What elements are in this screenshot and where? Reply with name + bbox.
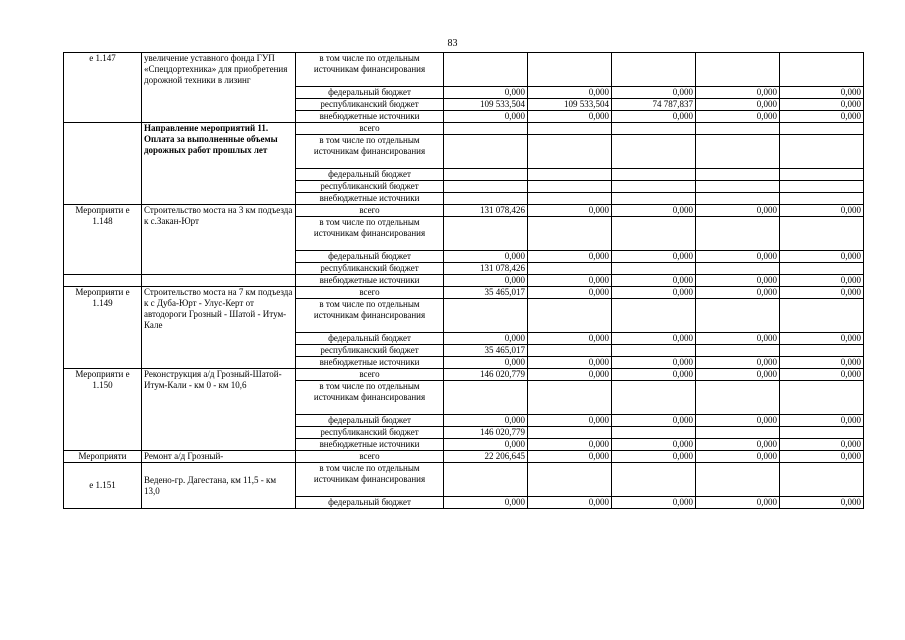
amount-cell: 0,000	[612, 87, 696, 99]
amount-cell: 0,000	[528, 205, 612, 217]
amount-cell	[444, 53, 528, 87]
table-row	[64, 275, 864, 287]
amount-cell: 0,000	[444, 275, 528, 287]
funding-source-label: республиканский бюджет	[296, 345, 444, 357]
amount-cell	[612, 169, 696, 181]
table-row	[64, 369, 864, 381]
amount-cell: 0,000	[780, 251, 864, 263]
budget-table	[63, 52, 864, 509]
funding-source-label: в том числе по отдельным источникам финансирования	[296, 299, 444, 333]
amount-cell	[528, 263, 612, 275]
amount-cell	[612, 263, 696, 275]
amount-cell	[696, 53, 780, 87]
amount-cell	[444, 181, 528, 193]
amount-cell	[528, 181, 612, 193]
funding-source-label: федеральный бюджет	[296, 251, 444, 263]
amount-cell: 0,000	[780, 415, 864, 427]
amount-cell	[696, 181, 780, 193]
amount-cell: 0,000	[528, 357, 612, 369]
funding-source-label: внебюджетные источники	[296, 275, 444, 287]
amount-cell	[612, 427, 696, 439]
table-row	[64, 287, 864, 299]
amount-cell	[444, 123, 528, 135]
funding-source-label: федеральный бюджет	[296, 497, 444, 509]
amount-cell: 0,000	[444, 333, 528, 345]
activity-code: е 1.151	[64, 463, 142, 509]
funding-source-label: республиканский бюджет	[296, 427, 444, 439]
funding-source-label: всего	[296, 287, 444, 299]
amount-cell	[612, 181, 696, 193]
amount-cell	[780, 463, 864, 497]
amount-cell	[528, 299, 612, 333]
amount-cell: 35 465,017	[444, 345, 528, 357]
amount-cell	[612, 345, 696, 357]
activity-code: Мероприяти е 1.148	[64, 205, 142, 275]
amount-cell: 0,000	[528, 333, 612, 345]
amount-cell	[528, 135, 612, 169]
amount-cell	[528, 193, 612, 205]
activity-name: Ремонт а/д Грозный-	[142, 451, 296, 463]
activity-name: Реконструкция а/д Грозный-Шатой-Итум-Кали - км 0 - км 10,6	[142, 369, 296, 451]
amount-cell: 109 533,504	[528, 99, 612, 111]
funding-source-label: федеральный бюджет	[296, 333, 444, 345]
amount-cell: 0,000	[444, 251, 528, 263]
funding-source-label: республиканский бюджет	[296, 181, 444, 193]
activity-code: Мероприяти е 1.150	[64, 369, 142, 451]
amount-cell	[780, 193, 864, 205]
funding-source-label: всего	[296, 451, 444, 463]
funding-source-label: внебюджетные источники	[296, 193, 444, 205]
page-number: 83	[447, 38, 458, 49]
amount-cell: 0,000	[780, 87, 864, 99]
activity-name: Строительство моста на 3 км подъезда к с.Закан-Юрт	[142, 205, 296, 275]
amount-cell: 0,000	[612, 251, 696, 263]
amount-cell: 0,000	[612, 205, 696, 217]
amount-cell	[612, 123, 696, 135]
amount-cell	[696, 217, 780, 251]
amount-cell: 0,000	[696, 87, 780, 99]
amount-cell: 131 078,426	[444, 205, 528, 217]
amount-cell: 0,000	[780, 333, 864, 345]
amount-cell: 0,000	[612, 287, 696, 299]
table-row	[64, 53, 864, 87]
amount-cell: 0,000	[780, 111, 864, 123]
funding-source-label: республиканский бюджет	[296, 263, 444, 275]
amount-cell	[444, 135, 528, 169]
amount-cell: 0,000	[612, 111, 696, 123]
amount-cell	[780, 263, 864, 275]
activity-name: Направление мероприятий 11. Оплата за выполненные объемы дорожных работ прошлых лет	[142, 123, 296, 205]
amount-cell: 0,000	[528, 275, 612, 287]
amount-cell: 0,000	[444, 111, 528, 123]
amount-cell	[528, 345, 612, 357]
amount-cell: 0,000	[528, 111, 612, 123]
amount-cell	[780, 217, 864, 251]
amount-cell	[612, 193, 696, 205]
amount-cell: 0,000	[444, 415, 528, 427]
amount-cell: 0,000	[528, 415, 612, 427]
amount-cell: 146 020,779	[444, 427, 528, 439]
amount-cell: 0,000	[612, 439, 696, 451]
funding-source-label: в том числе по отдельным источникам финансирования	[296, 53, 444, 87]
activity-code: е 1.147	[64, 53, 142, 123]
amount-cell: 0,000	[780, 287, 864, 299]
amount-cell: 0,000	[780, 275, 864, 287]
amount-cell: 0,000	[528, 287, 612, 299]
amount-cell: 74 787,837	[612, 99, 696, 111]
table-row	[64, 205, 864, 217]
amount-cell: 0,000	[444, 357, 528, 369]
amount-cell: 0,000	[780, 439, 864, 451]
activity-code: Мероприяти е 1.149	[64, 287, 142, 369]
amount-cell: 35 465,017	[444, 287, 528, 299]
amount-cell: 0,000	[696, 287, 780, 299]
amount-cell	[780, 123, 864, 135]
amount-cell: 0,000	[696, 439, 780, 451]
amount-cell: 0,000	[696, 111, 780, 123]
amount-cell	[444, 169, 528, 181]
amount-cell	[444, 299, 528, 333]
amount-cell: 0,000	[696, 275, 780, 287]
amount-cell	[528, 123, 612, 135]
amount-cell	[696, 169, 780, 181]
amount-cell: 146 020,779	[444, 369, 528, 381]
amount-cell: 0,000	[528, 439, 612, 451]
amount-cell: 0,000	[696, 357, 780, 369]
amount-cell	[528, 427, 612, 439]
amount-cell	[696, 345, 780, 357]
amount-cell: 0,000	[696, 451, 780, 463]
amount-cell: 0,000	[612, 357, 696, 369]
amount-cell: 109 533,504	[444, 99, 528, 111]
amount-cell	[612, 299, 696, 333]
amount-cell	[612, 381, 696, 415]
amount-cell	[612, 53, 696, 87]
amount-cell	[780, 135, 864, 169]
amount-cell	[780, 53, 864, 87]
amount-cell	[696, 427, 780, 439]
amount-cell	[696, 263, 780, 275]
amount-cell	[780, 381, 864, 415]
funding-source-label: в том числе по отдельным источникам финансирования	[296, 217, 444, 251]
funding-source-label: в том числе по отдельным источникам финансирования	[296, 381, 444, 415]
amount-cell: 0,000	[612, 415, 696, 427]
funding-source-label: внебюджетные источники	[296, 357, 444, 369]
amount-cell: 0,000	[696, 369, 780, 381]
amount-cell: 0,000	[780, 205, 864, 217]
amount-cell	[780, 427, 864, 439]
table-row	[64, 451, 864, 463]
amount-cell: 0,000	[444, 87, 528, 99]
amount-cell	[528, 169, 612, 181]
amount-cell	[528, 381, 612, 415]
amount-cell	[696, 381, 780, 415]
amount-cell: 131 078,426	[444, 263, 528, 275]
funding-source-label: всего	[296, 205, 444, 217]
table-row	[64, 463, 864, 497]
amount-cell: 0,000	[696, 497, 780, 509]
funding-source-label: в том числе по отдельным источникам финансирования	[296, 135, 444, 169]
amount-cell: 0,000	[780, 357, 864, 369]
amount-cell: 0,000	[696, 251, 780, 263]
amount-cell	[528, 217, 612, 251]
amount-cell: 0,000	[780, 497, 864, 509]
amount-cell	[444, 193, 528, 205]
amount-cell	[444, 381, 528, 415]
amount-cell: 0,000	[780, 451, 864, 463]
amount-cell: 0,000	[696, 99, 780, 111]
amount-cell	[780, 345, 864, 357]
amount-cell	[780, 299, 864, 333]
amount-cell	[612, 463, 696, 497]
activity-name: Ведено-гр. Дагестана, км 11,5 - км 13,0	[142, 463, 296, 509]
amount-cell	[780, 169, 864, 181]
amount-cell	[528, 53, 612, 87]
amount-cell	[780, 181, 864, 193]
funding-source-label: республиканский бюджет	[296, 99, 444, 111]
amount-cell	[444, 217, 528, 251]
funding-source-label: всего	[296, 369, 444, 381]
amount-cell	[696, 463, 780, 497]
activity-name: увеличение уставного фонда ГУП «Спецдортехника» для приобретения дорожной техники в лизинг	[142, 53, 296, 123]
amount-cell	[696, 135, 780, 169]
amount-cell: 0,000	[612, 275, 696, 287]
amount-cell: 0,000	[444, 439, 528, 451]
amount-cell: 0,000	[528, 497, 612, 509]
activity-name-empty	[142, 275, 296, 287]
amount-cell	[528, 463, 612, 497]
activity-code: Мероприяти	[64, 451, 142, 463]
amount-cell	[612, 217, 696, 251]
activity-code	[64, 123, 142, 205]
amount-cell: 0,000	[612, 333, 696, 345]
amount-cell: 0,000	[444, 497, 528, 509]
funding-source-label: федеральный бюджет	[296, 87, 444, 99]
amount-cell: 0,000	[696, 415, 780, 427]
amount-cell	[696, 299, 780, 333]
amount-cell	[696, 123, 780, 135]
funding-source-label: внебюджетные источники	[296, 111, 444, 123]
amount-cell: 0,000	[612, 369, 696, 381]
activity-code-empty	[64, 275, 142, 287]
table-row	[64, 123, 864, 135]
amount-cell: 0,000	[528, 87, 612, 99]
funding-source-label: федеральный бюджет	[296, 169, 444, 181]
funding-source-label: в том числе по отдельным источникам финансирования	[296, 463, 444, 497]
funding-source-label: федеральный бюджет	[296, 415, 444, 427]
amount-cell	[444, 463, 528, 497]
activity-name: Строительство моста на 7 км подъезда к с Дуба-Юрт - Улус-Керт от автодороги Грозный - Шатой - Итум-Кале	[142, 287, 296, 369]
amount-cell	[612, 135, 696, 169]
amount-cell: 0,000	[528, 251, 612, 263]
amount-cell: 0,000	[780, 99, 864, 111]
amount-cell: 0,000	[612, 451, 696, 463]
amount-cell: 22 206,645	[444, 451, 528, 463]
amount-cell: 0,000	[780, 369, 864, 381]
funding-source-label: внебюджетные источники	[296, 439, 444, 451]
amount-cell: 0,000	[696, 333, 780, 345]
amount-cell	[696, 193, 780, 205]
amount-cell: 0,000	[612, 497, 696, 509]
amount-cell: 0,000	[696, 205, 780, 217]
amount-cell: 0,000	[528, 451, 612, 463]
funding-source-label: всего	[296, 123, 444, 135]
amount-cell: 0,000	[528, 369, 612, 381]
